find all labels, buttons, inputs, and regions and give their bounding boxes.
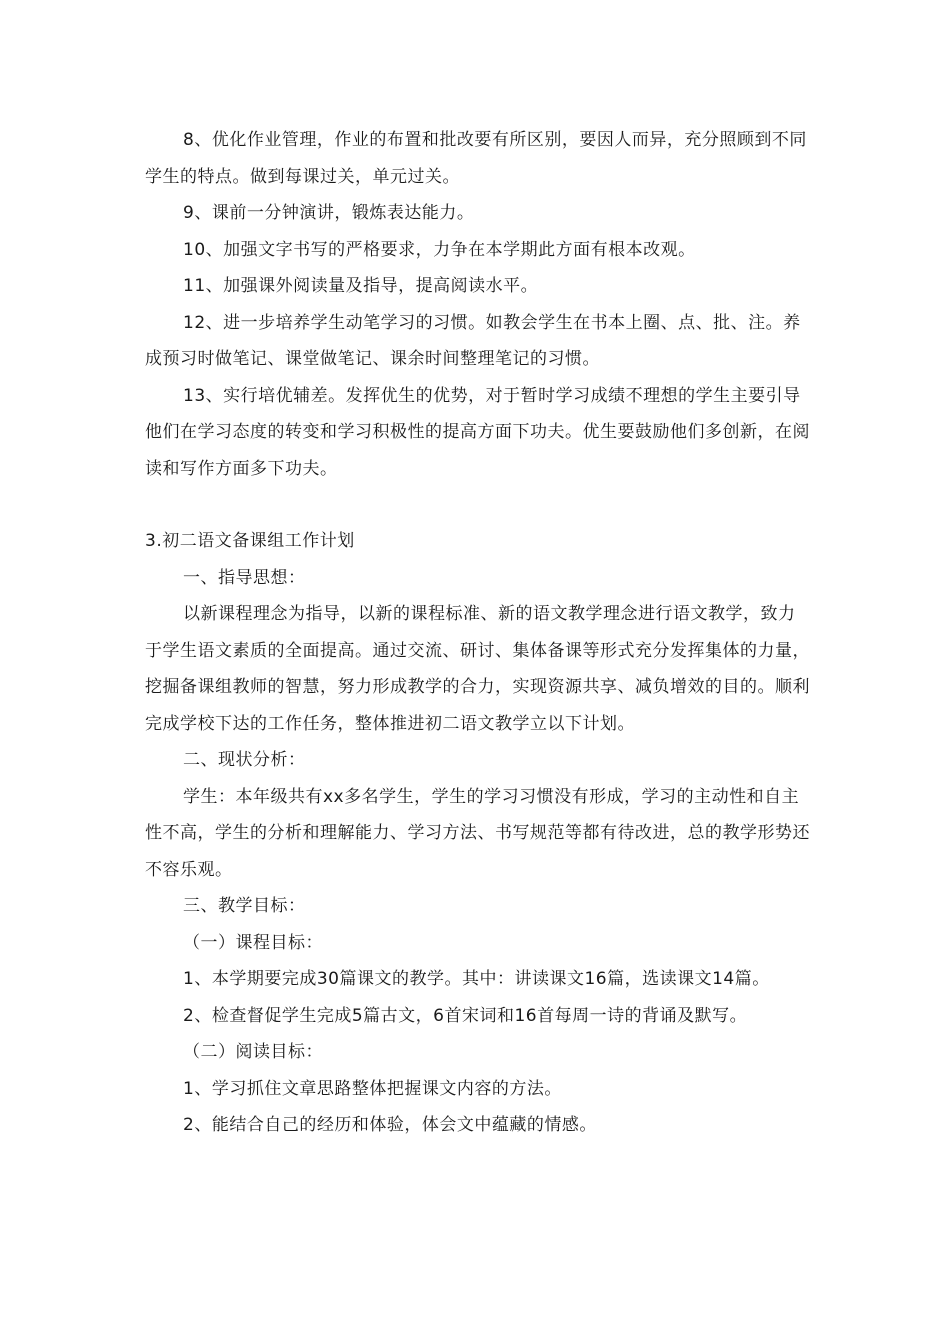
paragraph-item-12: 12、进一步培养学生动笔学习的习惯。如教会学生在书本上圈、点、批、注。养成预习时做笔记、课堂做笔记、课余时间整理笔记的习惯。 (145, 312, 801, 369)
heading-guiding-ideology: 一、指导思想： (183, 567, 306, 588)
paragraph-item-8: 8、优化作业管理，作业的布置和批改要有所区别，要因人而异，充分照顾到不同学生的特点。做到每课过关，单元过关。 (145, 130, 807, 187)
subheading-course-goals: （一）课程目标： (183, 932, 323, 953)
document-body (145, 122, 810, 1144)
reading-goal-item-1: 1、学习抓住文章思路整体把握课文内容的方法。 (183, 1078, 562, 1099)
reading-goal-item-2: 2、能结合自己的经历和体验，体会文中蕴藏的情感。 (183, 1115, 597, 1135)
paragraph-item-10: 10、加强文字书写的严格要求，力争在本学期此方面有根本改观。 (183, 239, 696, 260)
paragraph-item-13: 13、实行培优辅差。发挥优生的优势，对于暂时学习成绩不理想的学生主要引导他们在学习态度的转变和学习积极性的提高方面下功夫。优生要鼓励他们多创新，在阅读和写作方面多下功夫。 (145, 385, 810, 479)
heading-teaching-goals: 三、教学目标： (183, 896, 306, 916)
subheading-reading-goals: （二）阅读目标： (183, 1042, 323, 1062)
paragraph-item-9: 9、课前一分钟演讲，锻炼表达能力。 (183, 203, 475, 223)
section-title: 3.初二语文备课组工作计划 (145, 531, 355, 551)
paragraph-guiding-ideology: 以新课程理念为指导，以新的课程标准、新的语文教学理念进行语文教学，致力于学生语文素质的全面提高。通过交流、研讨、集体备课等形式充分发挥集体的力量，挖掘备课组教师的智慧，努力形成教学的合力，实现资源共享、减负增效的目的。顺利完成学校下达的工作任务，整体推进初二语文教学立以下计划。 (145, 604, 810, 734)
paragraph-item-11: 11、加强课外阅读量及指导，提高阅读水平。 (183, 276, 539, 296)
heading-status-analysis: 二、现状分析： (183, 750, 306, 770)
course-goal-item-1: 1、本学期要完成30篇课文的教学。其中：讲读课文16篇，选读课文14篇。 (183, 969, 770, 989)
paragraph-status-analysis: 学生：本年级共有xx多名学生，学生的学习习惯没有形成，学习的主动性和自主性不高，学生的分析和理解能力、学习方法、书写规范等都有待改进，总的教学形势还不容乐观。 (145, 786, 810, 880)
course-goal-item-2: 2、检查督促学生完成5篇古文，6首宋词和16首每周一诗的背诵及默写。 (183, 1005, 748, 1026)
